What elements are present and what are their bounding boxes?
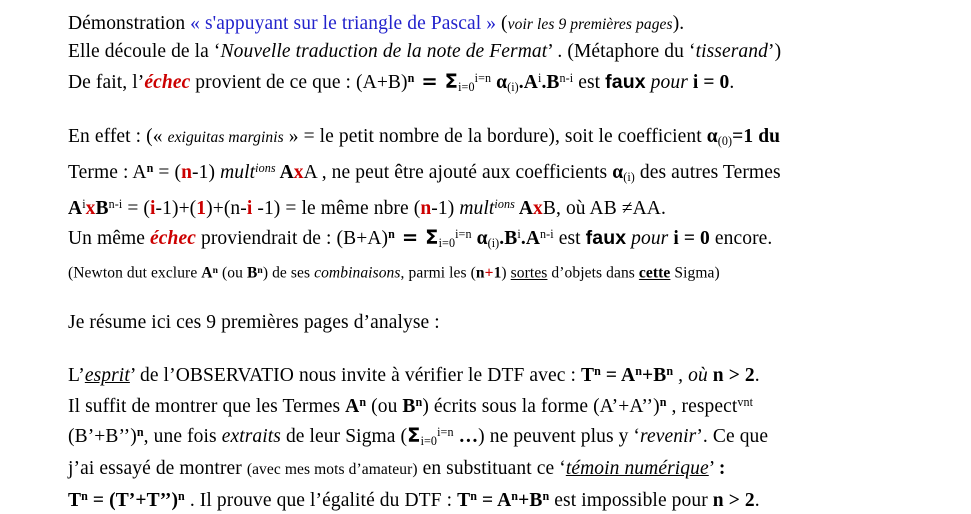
text-run: , respect [666, 395, 738, 417]
text-run-formula: T [457, 490, 471, 512]
text-line [68, 358, 971, 389]
text-run-formula: n [475, 264, 485, 282]
text-run: Terme : A [68, 161, 147, 183]
exponent: n [635, 363, 643, 378]
text-run-note: (avec mes mots d’amateur) [246, 461, 418, 479]
text-run-bold: faux [585, 227, 627, 250]
text-run-emphasis: + [484, 264, 494, 282]
text-run: ). [672, 13, 685, 34]
exponent: i [517, 227, 521, 242]
text-run-formula: = A [600, 364, 636, 386]
text-run-formula: T [68, 490, 82, 512]
text-run-italic: pour [626, 228, 674, 250]
subscript: i=0 [458, 79, 475, 94]
exponent: ions [494, 196, 515, 211]
exponent: vnt [737, 394, 754, 409]
subscript: i=0 [438, 236, 456, 251]
text-run-italic: pour [645, 71, 693, 93]
text-run: ’ . (Métaphore du ‘ [547, 41, 696, 62]
text-line-note [68, 257, 971, 287]
text-run-italic: revenir [640, 426, 697, 448]
text-run: ’ [708, 458, 719, 480]
exponent: n [212, 265, 219, 277]
text-line [68, 389, 971, 420]
exponent: n [81, 489, 88, 504]
exponent: n [146, 160, 154, 175]
subscript: (i) [623, 169, 635, 184]
text-run-italic: mult [220, 161, 256, 183]
text-run-formula: Σ [407, 424, 421, 448]
text-run-formula: = Σ [394, 226, 439, 250]
paragraph-spacer [68, 101, 971, 123]
text-run-formula: = Σ [414, 69, 459, 93]
text-line [68, 309, 971, 336]
text-line [68, 419, 971, 455]
text-run-formula: i = 0 [692, 71, 730, 93]
text-run-formula: B [95, 197, 109, 219]
text-run: est [573, 71, 606, 93]
text-run: = ( [153, 161, 182, 183]
text-run: est [553, 228, 586, 250]
text-run-emphasis: i [246, 197, 253, 219]
text-run-formula: +B [642, 364, 667, 386]
text-run-emphasis: x [85, 197, 96, 219]
subscript: (i) [487, 236, 500, 251]
text-run: Sigma) [670, 264, 720, 282]
text-run: des autres Termes [634, 161, 781, 183]
text-line [68, 155, 971, 191]
text-run-emphasis: x [293, 161, 304, 183]
text-run: . [754, 364, 760, 386]
text-run: Un même [68, 228, 151, 250]
text-run-formula: … [453, 426, 479, 448]
exponent: n [407, 71, 415, 85]
text-run-underline: esprit [84, 364, 130, 386]
text-line [68, 38, 971, 65]
exponent: n [415, 394, 423, 409]
text-run: ’ de l’ [129, 364, 176, 386]
text-run: Il suffit de montrer que les Termes [68, 395, 346, 417]
paragraph-spacer [68, 287, 971, 309]
text-run: ( [496, 13, 508, 34]
text-run: . [729, 71, 735, 93]
text-run-emphasis: n [420, 197, 432, 219]
text-run-formula: T [580, 364, 595, 386]
text-run: En effet : (« [68, 125, 168, 147]
text-run-formula: A [68, 197, 83, 219]
text-run: » = le petit nombre de la bordure), soit le coefficient [283, 125, 707, 147]
text-run-formula: .B [499, 228, 518, 250]
text-run: ) de ses [262, 264, 315, 282]
text-run-formula: A [201, 264, 213, 282]
exponent: n [470, 489, 478, 504]
text-run-formula: A [275, 161, 294, 183]
text-run-formula: B [402, 395, 416, 417]
text-run: , parmi les ( [400, 264, 476, 282]
paragraph-spacer [68, 336, 971, 358]
text-run: . Il prouve que l’égalité du DTF : [184, 490, 458, 512]
text-run: -1)+( [155, 197, 197, 219]
text-run: proviendrait de : (B+A) [196, 228, 389, 250]
text-run-formula: α [471, 228, 488, 250]
text-run: (B’+B’’) [68, 426, 137, 448]
text-run-formula: : [718, 458, 726, 480]
text-run: L’ [68, 364, 85, 386]
subscript: (i) [507, 79, 519, 94]
text-run-smallcaps: OBSERVATIO [175, 364, 294, 386]
text-run: est impossible pour [549, 490, 713, 512]
text-line [68, 65, 971, 101]
text-run-emphasis: échec [144, 71, 191, 93]
text-line [68, 221, 971, 257]
text-run-emphasis: échec [150, 228, 196, 250]
text-run-formula: = (T’+T’’) [87, 490, 179, 512]
text-run-latin: exiguitas marginis [167, 128, 284, 146]
text-run-formula: i = 0 [673, 228, 710, 250]
exponent: n-i [540, 227, 554, 242]
text-run-formula: α [491, 71, 508, 93]
exponent: n [511, 489, 519, 504]
exponent: n [359, 394, 367, 409]
text-run-formula: n > 2 [712, 364, 755, 386]
text-line [68, 10, 971, 38]
exponent: i [537, 71, 542, 85]
subscript: i=0 [420, 434, 438, 449]
text-run-bold: faux [605, 70, 646, 93]
text-run: A , ne peut être ajouté aux coefficients [303, 161, 613, 183]
exponent: i=n [474, 71, 492, 85]
text-run: -1) = le même nbre ( [252, 197, 421, 219]
exponent: n [542, 489, 550, 504]
text-run-formula: 1 [493, 264, 502, 282]
text-run-formula: +B [518, 490, 543, 512]
text-run-formula: α [612, 161, 624, 183]
text-line [68, 123, 971, 155]
exponent: n-i [559, 71, 574, 85]
text-run-formula: .A [520, 228, 541, 250]
text-run: (ou [366, 395, 403, 417]
text-run-formula: B [246, 264, 258, 282]
exponent: ions [255, 160, 276, 175]
text-line [68, 483, 971, 514]
text-run-formula: .B [541, 71, 560, 93]
text-run: ) écrits sous la forme (A’+A’’) [422, 395, 660, 417]
text-run: j’ai essayé de montrer [68, 458, 247, 480]
text-run: (ou [218, 264, 247, 282]
text-run: nous invite à vérifier le DTF avec : [293, 364, 581, 386]
text-run: , une fois [143, 426, 222, 448]
text-run: -1) [431, 197, 460, 219]
text-run: encore. [709, 228, 773, 250]
text-run-italic: mult [459, 197, 495, 219]
text-run: de leur Sigma ( [280, 426, 408, 448]
text-run-emphasis: i [150, 197, 156, 219]
exponent: n [178, 489, 185, 504]
text-run: Je résume ici ces 9 premières pages d’analyse : [68, 311, 440, 333]
text-line [68, 191, 971, 222]
text-run: provient de ce que : (A+B) [190, 71, 408, 93]
text-run-italic: extraits [221, 426, 281, 448]
text-run-highlight: « s'appuyant sur le triangle de Pascal » [190, 13, 497, 34]
exponent: n [136, 425, 144, 440]
text-run-formula: A [514, 197, 534, 219]
text-run: )+(n- [206, 197, 247, 219]
exponent: i=n [437, 425, 454, 440]
exponent: n [594, 363, 601, 378]
text-run: ) [501, 264, 511, 282]
exponent: n [257, 265, 263, 277]
exponent: n [666, 363, 674, 378]
exponent: n [388, 227, 395, 242]
text-run-note: voir les 9 premières pages [507, 16, 673, 33]
text-run-formula: α [706, 125, 718, 147]
text-run-emphasis: n [181, 161, 193, 183]
text-run: = ( [122, 197, 150, 219]
text-run: Démonstration [68, 13, 191, 34]
text-run: De fait, l’ [68, 71, 145, 93]
text-run-formula: = A [477, 490, 512, 512]
text-run: . [754, 490, 760, 512]
text-run: ) ne peuvent plus y ‘ [478, 426, 641, 448]
text-run: (Newton dut exclure [68, 264, 202, 282]
exponent: i=n [455, 227, 472, 242]
text-run-underline: cette [638, 264, 671, 282]
text-run-formula: =1 du [732, 125, 781, 147]
text-run: B, où AB ≠AA. [542, 197, 666, 219]
text-run-emphasis: x [533, 197, 543, 219]
text-run: ’) [767, 41, 782, 62]
text-run-emphasis: 1 [196, 197, 207, 219]
text-run-underline: sortes [510, 264, 548, 282]
text-run: en substituant ce ‘ [417, 458, 566, 480]
text-run: d’objets dans [547, 264, 639, 282]
text-line [68, 455, 971, 483]
text-run: -1) [192, 161, 221, 183]
text-run: ’. Ce que [696, 426, 769, 448]
exponent: i [82, 196, 86, 211]
text-run-formula: .A [518, 71, 538, 93]
text-run-formula: n > 2 [712, 490, 755, 512]
text-run-italic: combinaisons [314, 264, 401, 282]
exponent: n [659, 394, 667, 409]
text-run-formula: A [345, 395, 360, 417]
text-run-italic: tisserand [695, 41, 768, 62]
text-run-underline: témoin numérique [565, 458, 709, 480]
text-run-italic: Nouvelle traduction de la note de Fermat [220, 41, 548, 62]
exponent: n-i [108, 196, 123, 211]
text-run-italic: , où [673, 364, 713, 386]
subscript: (0) [717, 133, 733, 148]
text-run: Elle découle de la ‘ [68, 41, 221, 62]
